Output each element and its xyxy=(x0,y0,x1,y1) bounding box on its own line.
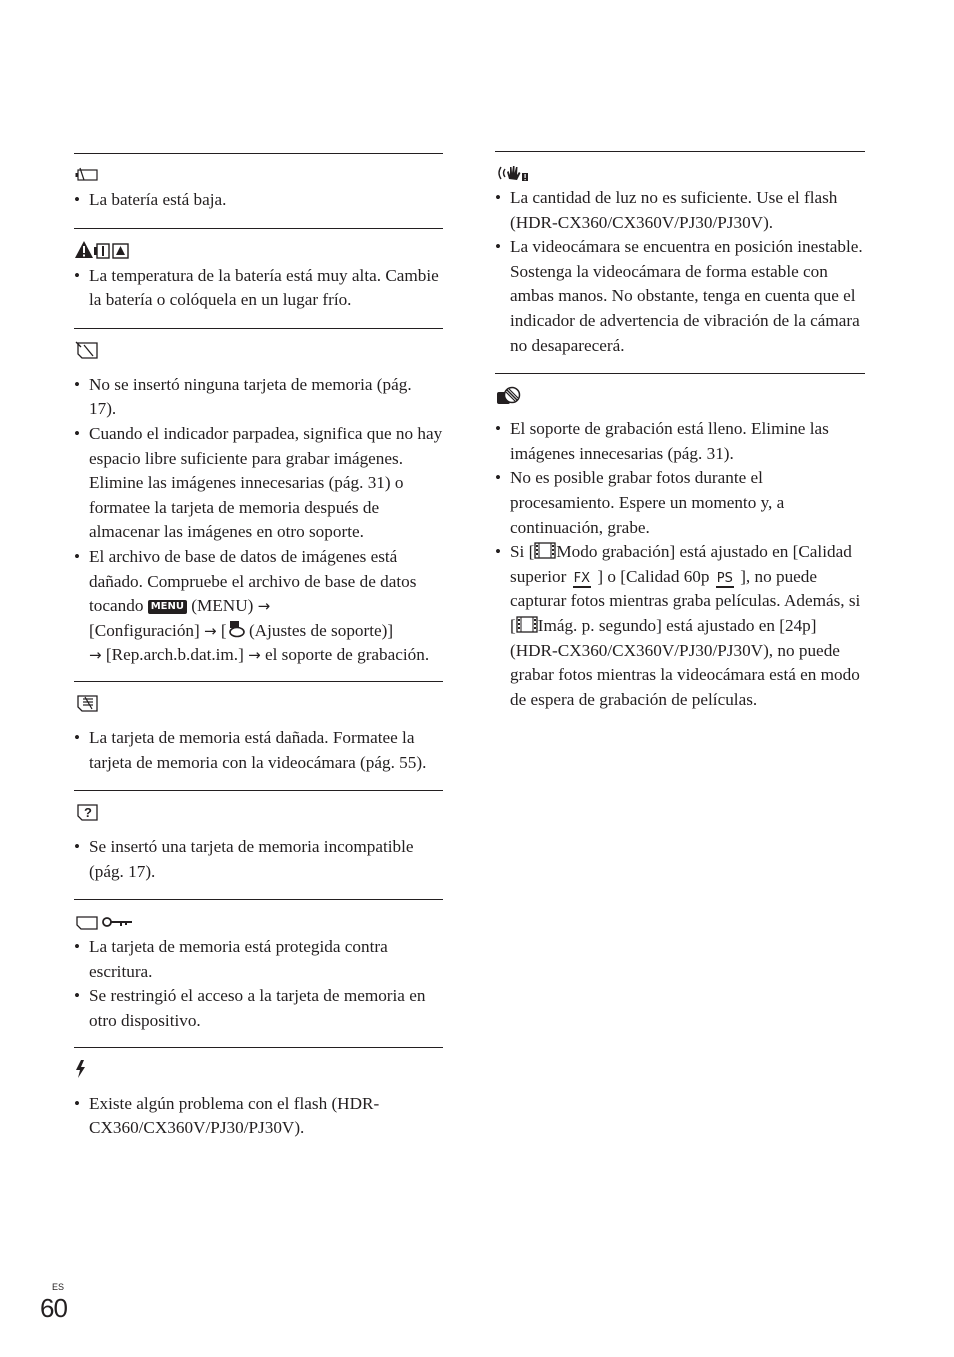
damaged-card-icon xyxy=(75,694,101,712)
battery-low-icon xyxy=(75,166,101,182)
list-item: • La temperatura de la batería está muy alta. Cambie la batería o colóquela en un lugar frío. xyxy=(74,264,443,313)
arrow-right-icon: → xyxy=(204,621,217,640)
page-number: 60 xyxy=(40,1293,67,1323)
section-media-full xyxy=(495,373,865,712)
section-incompatible-card xyxy=(74,790,443,899)
section-card-protected xyxy=(74,899,443,1046)
svg-text:?: ? xyxy=(84,805,92,821)
camera-shake-icon xyxy=(496,164,530,182)
list-item: • La tarjeta de memoria está dañada. Formatee la tarjeta de memoria con la videocámara (pág. 55). xyxy=(74,726,443,775)
section-damaged-card xyxy=(74,681,443,790)
list-item: • El soporte de grabación está lleno. Elimine las imágenes innecesarias (pág. 31). xyxy=(495,417,865,466)
flash-warning-icon xyxy=(75,1060,89,1078)
film-strip-icon xyxy=(516,616,538,633)
section-flash-warning xyxy=(74,1047,443,1141)
language-code: ES xyxy=(52,1282,65,1292)
arrow-right-icon: → xyxy=(257,597,271,616)
left-column xyxy=(74,153,443,1141)
no-memory-card-icon xyxy=(75,341,101,359)
list-item: • No se insertó ninguna tarjeta de memoria (pág. 17). xyxy=(74,373,443,422)
incompatible-card-icon xyxy=(75,803,101,821)
list-item: • La cantidad de luz no es suficiente. Use el flash (HDR-CX360/CX360V/PJ30/PJ30V). xyxy=(495,186,865,235)
film-strip-icon xyxy=(534,542,556,559)
right-column xyxy=(495,151,865,712)
arrow-right-icon: → xyxy=(248,646,261,665)
list-item: • Se restringió el acceso a la tarjeta de memoria en otro dispositivo. xyxy=(74,984,443,1033)
fx-badge: FX xyxy=(573,570,591,586)
list-item: • Si [ Modo grabación] está ajustado en [Calidad superior FX ] o [Calidad 60p PS ], no puede capturar fotos mientras graba películas. Además, si [ Imág. p. segundo] está ajustado en [24p] (HDR-CX360/CX360V/PJ30/PJ30V), no puede grabar fotos mientras la videocámara está en modo de espera de grabación de películas. xyxy=(495,540,865,712)
battery-temperature-warning-icon xyxy=(75,241,131,259)
card-protected-icon xyxy=(75,912,135,930)
list-item: • La videocámara se encuentra en posición inestable. Sostenga la videocámara de forma estable con ambas manos. No obstante, tenga en cuenta que el indicador de advertencia de vibración de la cámara no desaparecerá. xyxy=(495,235,865,358)
page-footer xyxy=(40,1282,67,1323)
ps-badge: PS xyxy=(716,570,733,586)
section-battery-temperature xyxy=(74,228,443,328)
section-no-memory-card xyxy=(74,328,443,681)
media-settings-icon xyxy=(227,620,245,638)
media-full-icon xyxy=(496,386,522,406)
arrow-right-icon: → xyxy=(89,646,102,665)
list-item: • El archivo de base de datos de imágenes está dañado. Compruebe el archivo de base de datos tocando MENU (MENU) → [Configuración] → [ (Ajustes de soporte)] → [Rep.arch.b.dat.im.] → el soporte de grabación. xyxy=(74,545,443,668)
list-item: • No es posible grabar fotos durante el procesamiento. Espere un momento y, a continuación, grabe. xyxy=(495,466,865,540)
list-item: • Se insertó una tarjeta de memoria incompatible (pág. 17). xyxy=(74,835,443,884)
section-camera-shake xyxy=(495,151,865,373)
section-battery-low xyxy=(74,153,443,228)
list-item: • La batería está baja. xyxy=(74,188,443,213)
menu-key-icon: MENU xyxy=(148,600,187,614)
list-item: • Existe algún problema con el flash (HDR-CX360/CX360V/PJ30/PJ30V). xyxy=(74,1092,443,1141)
list-item: • Cuando el indicador parpadea, significa que no hay espacio libre suficiente para grabar imágenes. Elimine las imágenes innecesarias (pág. 31) o formatee la tarjeta de memoria después de almacenar las imágenes en otro soporte. xyxy=(74,422,443,545)
list-item: • La tarjeta de memoria está protegida contra escritura. xyxy=(74,935,443,984)
